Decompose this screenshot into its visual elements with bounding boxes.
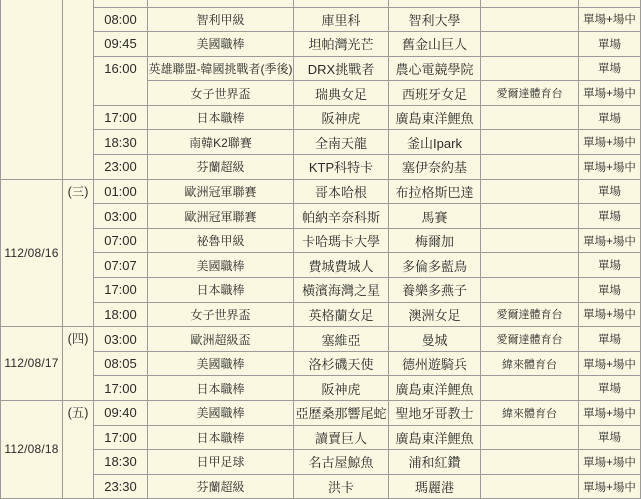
channel-cell (481, 0, 579, 7)
time-cell: 17:00 (94, 376, 148, 401)
away-team-cell: 釜山Ipark (389, 130, 481, 155)
channel-cell (481, 105, 579, 130)
home-team-cell: 洪卡 (294, 474, 389, 499)
date-cell (1, 0, 63, 179)
away-team-cell: 塞伊奈約基 (389, 155, 481, 180)
date-label: 112/08/16 (4, 245, 59, 260)
away-team-cell: 梅爾加 (389, 228, 481, 253)
bet-type-cell: 單場 (579, 327, 641, 352)
away-team-cell: 馬賽 (389, 204, 481, 229)
away-team-cell: 廣島東洋鯉魚 (389, 105, 481, 130)
away-team-cell: 曼城 (389, 327, 481, 352)
time-cell: 17:00 (94, 425, 148, 450)
league-cell (148, 0, 294, 7)
channel-cell (481, 228, 579, 253)
home-team-cell: 洛杉磯天使 (294, 351, 389, 376)
time-cell: 01:00 (94, 179, 148, 204)
league-cell: 芬蘭超級 (148, 155, 294, 180)
table-row (1, 105, 641, 130)
league-cell: 歐洲冠軍聯賽 (148, 179, 294, 204)
league-cell: 美國職棒 (148, 32, 294, 57)
table-row (1, 425, 641, 450)
table-row (1, 253, 641, 278)
date-cell (1, 401, 63, 499)
home-team-cell: 名古屋鯨魚 (294, 450, 389, 475)
channel-cell (481, 32, 579, 57)
home-team-cell: 英格蘭女足 (294, 302, 389, 327)
channel-cell (481, 253, 579, 278)
time-cell: 18:30 (94, 450, 148, 475)
home-team-cell: 庫里科 (294, 7, 389, 32)
away-team-cell: 瑪麗港 (389, 474, 481, 499)
league-cell: 歐洲超級盃 (148, 327, 294, 352)
away-team-cell: 舊金山巨人 (389, 32, 481, 57)
home-team-cell: 帕納辛奈科斯 (294, 204, 389, 229)
date-cell (1, 179, 63, 327)
league-cell: 美國職棒 (148, 351, 294, 376)
channel-cell (481, 7, 579, 32)
league-cell: 日本職棒 (148, 278, 294, 303)
table-row (1, 327, 641, 352)
home-team-cell (294, 0, 389, 7)
league-cell: 智利甲級 (148, 7, 294, 32)
league-cell: 歐洲冠軍聯賽 (148, 204, 294, 229)
bet-type-cell: 單場 (579, 278, 641, 303)
time-cell: 18:30 (94, 130, 148, 155)
table-row (1, 7, 641, 32)
day-label: (三) (67, 184, 89, 199)
home-team-cell: 阪神虎 (294, 105, 389, 130)
bet-type-cell: 單場+場中 (579, 130, 641, 155)
channel-cell (481, 130, 579, 155)
table-row (1, 302, 641, 327)
channel-cell (481, 278, 579, 303)
channel-cell: 緯來體育台 (481, 401, 579, 426)
day-cell (63, 0, 94, 179)
league-cell: 日本職棒 (148, 425, 294, 450)
league-cell: 女子世界盃 (148, 81, 294, 106)
away-team-cell: 農心電競學院 (389, 56, 481, 81)
day-label: (五) (67, 406, 89, 420)
bet-type-cell: 單場 (579, 179, 641, 204)
time-cell: 16:00 (94, 56, 148, 105)
channel-cell (481, 376, 579, 401)
home-team-cell: 塞維亞 (294, 327, 389, 352)
bet-type-cell: 單場+場中 (579, 302, 641, 327)
bet-type-cell (579, 0, 641, 7)
bet-type-cell: 單場+場中 (579, 81, 641, 106)
away-team-cell: 西班牙女足 (389, 81, 481, 106)
home-team-cell: 阪神虎 (294, 376, 389, 401)
time-cell: 23:00 (94, 155, 148, 180)
home-team-cell: 哥本哈根 (294, 179, 389, 204)
bet-type-cell: 單場 (579, 253, 641, 278)
away-team-cell: 智利大學 (389, 7, 481, 32)
league-cell: 英雄聯盟-韓國挑戰者(季後) (148, 56, 294, 81)
time-cell: 03:00 (94, 204, 148, 229)
table-row (1, 278, 641, 303)
time-cell: 17:00 (94, 278, 148, 303)
table-row (1, 401, 641, 426)
channel-cell (481, 474, 579, 499)
day-label: (四) (67, 332, 89, 347)
home-team-cell: 橫濱海灣之星 (294, 278, 389, 303)
league-cell: 芬蘭超級 (148, 474, 294, 499)
league-cell: 女子世界盃 (148, 302, 294, 327)
day-cell (63, 179, 94, 327)
table-row (1, 130, 641, 155)
time-cell: 07:00 (94, 228, 148, 253)
channel-cell: 愛爾達體育台 (481, 327, 579, 352)
bet-type-cell: 單場 (579, 376, 641, 401)
bet-type-cell: 單場 (579, 105, 641, 130)
table-row (1, 32, 641, 57)
time-cell: 09:40 (94, 401, 148, 426)
time-cell: 18:00 (94, 302, 148, 327)
channel-cell: 緯來體育台 (481, 351, 579, 376)
league-cell: 美國職棒 (148, 401, 294, 426)
league-cell: 日甲足球 (148, 450, 294, 475)
bet-type-cell: 單場 (579, 425, 641, 450)
time-cell: 03:00 (94, 327, 148, 352)
bet-type-cell: 單場 (579, 204, 641, 229)
bet-type-cell: 單場+場中 (579, 155, 641, 180)
bet-type-cell: 單場+場中 (579, 228, 641, 253)
table-row (1, 0, 641, 7)
away-team-cell: 德州遊騎兵 (389, 351, 481, 376)
away-team-cell: 廣島東洋鯉魚 (389, 425, 481, 450)
channel-cell (481, 425, 579, 450)
league-cell: 日本職棒 (148, 105, 294, 130)
bet-type-cell: 單場+場中 (579, 401, 641, 426)
day-cell (63, 327, 94, 401)
bet-type-cell: 單場 (579, 32, 641, 57)
day-cell (63, 401, 94, 499)
away-team-cell: 多倫多藍鳥 (389, 253, 481, 278)
home-team-cell: 坦帕灣光芒 (294, 32, 389, 57)
channel-cell (481, 179, 579, 204)
away-team-cell: 廣島東洋鯉魚 (389, 376, 481, 401)
home-team-cell: 卡哈瑪卡大學 (294, 228, 389, 253)
time-cell (94, 0, 148, 7)
away-team-cell (389, 0, 481, 7)
time-cell: 08:00 (94, 7, 148, 32)
time-cell: 17:00 (94, 105, 148, 130)
date-label: 112/08/18 (4, 442, 59, 457)
channel-cell (481, 204, 579, 229)
channel-cell: 愛爾達體育台 (481, 81, 579, 106)
bet-type-cell: 單場+場中 (579, 474, 641, 499)
table-row (1, 204, 641, 229)
home-team-cell: 亞歷桑那響尾蛇 (294, 401, 389, 426)
time-cell: 08:05 (94, 351, 148, 376)
home-team-cell: 費城費城人 (294, 253, 389, 278)
bet-type-cell: 單場+場中 (579, 450, 641, 475)
league-cell: 日本職棒 (148, 376, 294, 401)
channel-cell: 愛爾達體育台 (481, 302, 579, 327)
time-cell: 23:30 (94, 474, 148, 499)
table-row (1, 376, 641, 401)
away-team-cell: 聖地牙哥教士 (389, 401, 481, 426)
home-team-cell: DRX挑戰者 (294, 56, 389, 81)
away-team-cell: 養樂多燕子 (389, 278, 481, 303)
date-label: 112/08/17 (4, 356, 59, 371)
table-row (1, 450, 641, 475)
channel-cell (481, 155, 579, 180)
table-row (1, 351, 641, 376)
home-team-cell: 全南天龍 (294, 130, 389, 155)
home-team-cell: KTP科特卡 (294, 155, 389, 180)
away-team-cell: 澳洲女足 (389, 302, 481, 327)
away-team-cell: 布拉格斯巴達 (389, 179, 481, 204)
table-row (1, 179, 641, 204)
table-row (1, 56, 641, 81)
league-cell: 美國職棒 (148, 253, 294, 278)
time-cell: 07:07 (94, 253, 148, 278)
home-team-cell: 瑞典女足 (294, 81, 389, 106)
table-row (1, 474, 641, 499)
channel-cell (481, 450, 579, 475)
away-team-cell: 浦和紅鑽 (389, 450, 481, 475)
home-team-cell: 讀賣巨人 (294, 425, 389, 450)
league-cell: 南韓K2聯賽 (148, 130, 294, 155)
date-cell (1, 327, 63, 401)
bet-type-cell: 單場+場中 (579, 7, 641, 32)
bet-type-cell: 單場 (579, 56, 641, 81)
channel-cell (481, 56, 579, 81)
bet-type-cell: 單場+場中 (579, 351, 641, 376)
league-cell: 祕魯甲級 (148, 228, 294, 253)
table-row (1, 155, 641, 180)
time-cell: 09:45 (94, 32, 148, 57)
table-row (1, 228, 641, 253)
